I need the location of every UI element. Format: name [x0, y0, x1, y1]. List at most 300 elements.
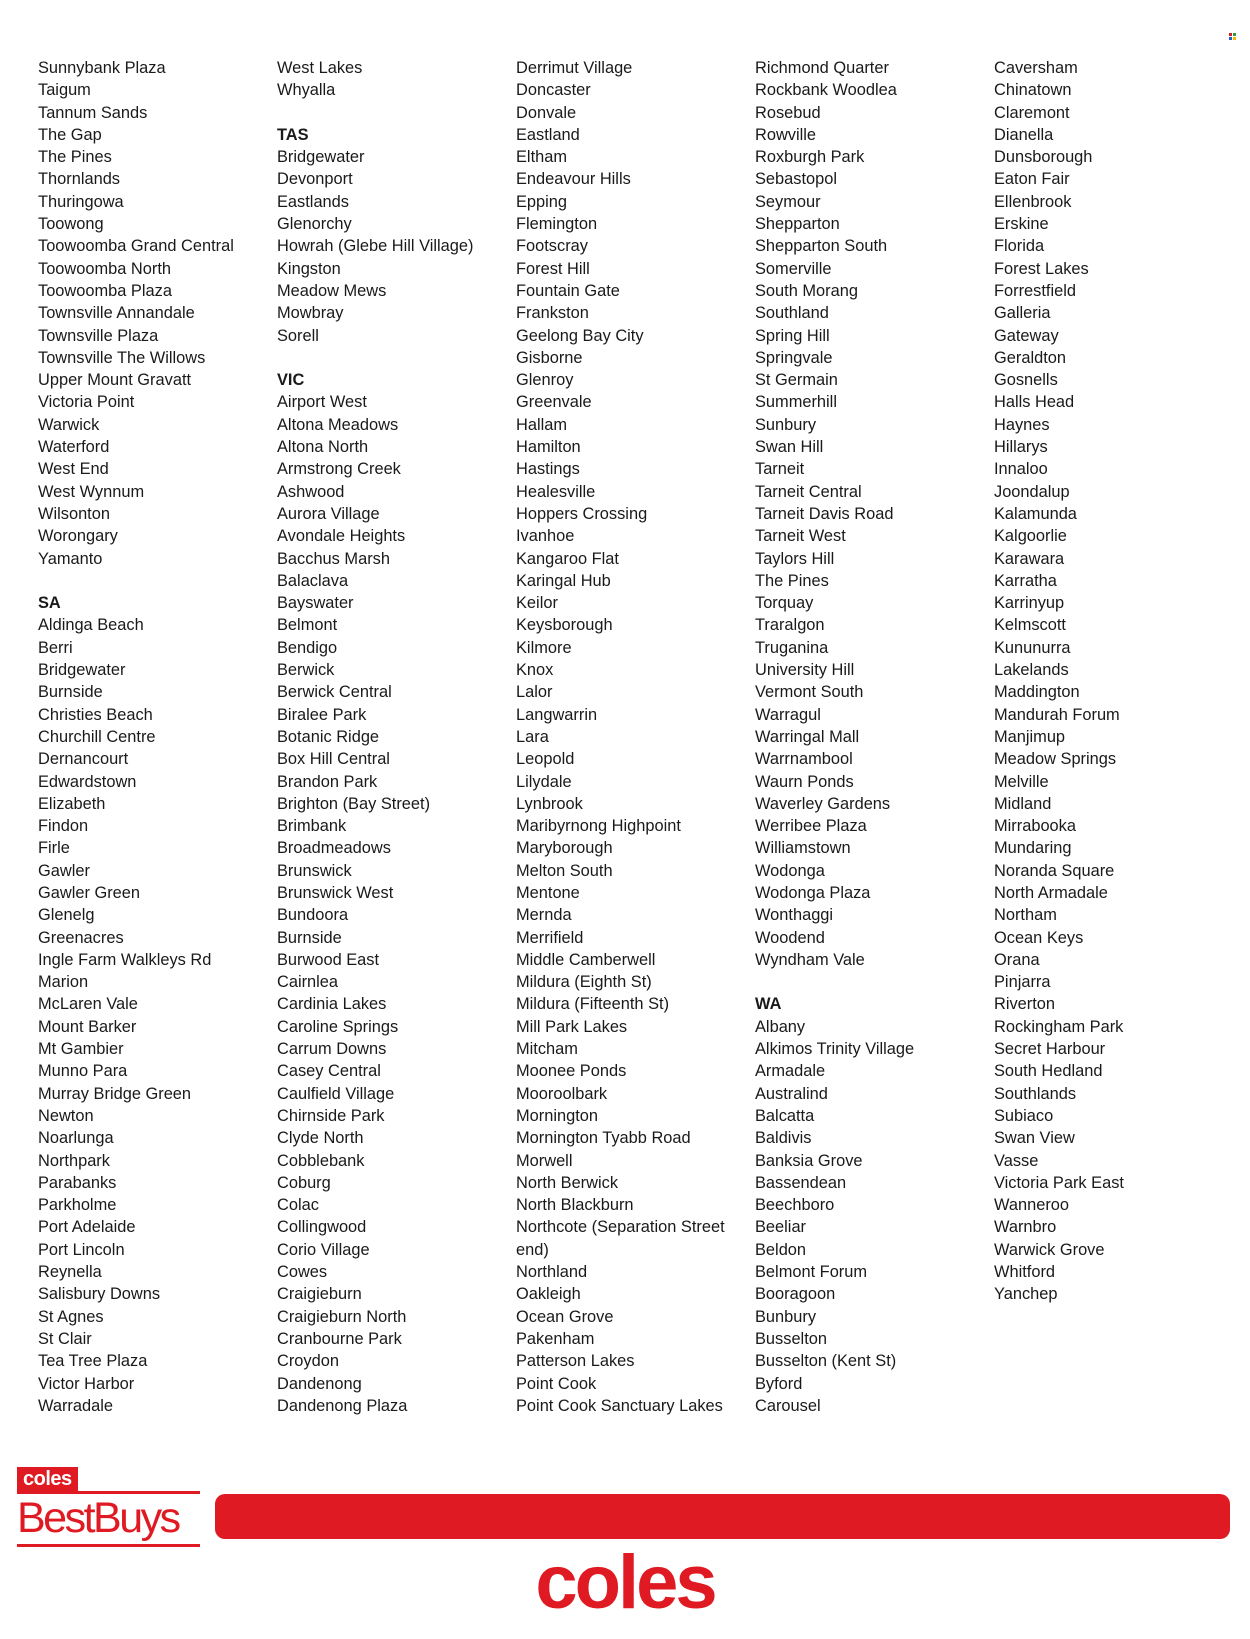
store-list-item: Mildura (Fifteenth St) — [516, 995, 670, 1014]
store-list-item: Claremont — [994, 103, 1070, 122]
store-list-item: Haynes — [994, 415, 1050, 434]
store-list-item: Waurn Ponds — [755, 772, 854, 791]
store-list-item: Shepparton South — [755, 237, 888, 256]
store-list-item: Rockingham Park — [994, 1017, 1124, 1036]
store-list-item: Beechboro — [755, 1196, 835, 1215]
state-heading: TAS — [277, 125, 309, 144]
store-list-item: Summerhill — [755, 393, 837, 412]
store-list-item: Wodonga Plaza — [755, 883, 871, 902]
store-list-item: Point Cook Sanctuary Lakes — [516, 1396, 723, 1415]
store-list-item: Mowbray — [277, 304, 344, 323]
store-list-item: Ashwood — [277, 482, 345, 501]
store-list-item: Halls Head — [994, 393, 1075, 412]
store-list-item: Southland — [755, 304, 829, 323]
store-list-item: Woodend — [755, 928, 825, 947]
store-list-item: Vermont South — [755, 683, 864, 702]
store-list-item: Avondale Heights — [277, 527, 406, 546]
store-list-item: Beldon — [755, 1240, 807, 1259]
store-list-item: Wodonga — [755, 861, 825, 880]
store-list-item: Hastings — [516, 460, 580, 479]
store-column-5 — [994, 57, 1230, 1306]
store-list-item: Kingston — [277, 259, 341, 278]
store-list-item: Eltham — [516, 148, 568, 167]
store-list-item: Toowong — [38, 215, 104, 234]
store-list-item: Karawara — [994, 549, 1065, 568]
store-list-item: Erskine — [994, 215, 1049, 234]
store-list-item: Port Lincoln — [38, 1240, 125, 1259]
store-list-item: Bridgewater — [277, 148, 365, 167]
store-list-item: Mount Barker — [38, 1017, 137, 1036]
store-list-item: The Pines — [38, 148, 112, 167]
store-list-item: Mandurah Forum — [994, 705, 1120, 724]
store-list-item: Eaton Fair — [994, 170, 1070, 189]
store-list-item: Merrifield — [516, 928, 584, 947]
store-list-item: Point Cook — [516, 1374, 597, 1393]
store-list-item: Kangaroo Flat — [516, 549, 619, 568]
store-list-item: Beeliar — [755, 1218, 807, 1237]
store-list-item: West Wynnum — [38, 482, 145, 501]
store-list-item: Berwick — [277, 661, 335, 680]
store-list-item: Mornington — [516, 1106, 599, 1125]
store-list-item: Karratha — [994, 571, 1057, 590]
store-list-item: Churchill Centre — [38, 727, 156, 746]
store-list-item: Yanchep — [994, 1285, 1058, 1304]
store-list-item: Alkimos Trinity Village — [755, 1040, 915, 1059]
store-list-item: North Blackburn — [516, 1196, 634, 1215]
store-list-item: Mill Park Lakes — [516, 1017, 628, 1036]
store-list-item: Northpark — [38, 1151, 110, 1170]
store-list-item: Altona North — [277, 438, 369, 457]
store-list-item: Ivanhoe — [516, 527, 575, 546]
store-list-item: Melton South — [516, 861, 613, 880]
store-list-item: Brighton (Bay Street) — [277, 794, 431, 813]
store-list-item: Lalor — [516, 683, 553, 702]
store-list-item: Noarlunga — [38, 1129, 114, 1148]
coles-logo: coles — [535, 1540, 715, 1625]
store-list-item: Worongary — [38, 527, 118, 546]
store-list-item: Forrestfield — [994, 281, 1076, 300]
store-list-item: Aldinga Beach — [38, 616, 144, 635]
store-list-item: Ocean Grove — [516, 1307, 614, 1326]
logo-tag-coles: coles — [17, 1467, 78, 1491]
store-list-item: Joondalup — [994, 482, 1070, 501]
store-list-item: Eastlands — [277, 192, 349, 211]
store-list-item: St Germain — [755, 371, 838, 390]
store-list-item: Midland — [994, 794, 1052, 813]
store-list-item: Somerville — [755, 259, 832, 278]
store-list-item: Geraldton — [994, 348, 1066, 367]
store-list-item: Greenacres — [38, 928, 124, 947]
store-list-item: Dandenong — [277, 1374, 362, 1393]
store-list-item: Tarneit West — [755, 527, 846, 546]
store-list-item: West End — [38, 460, 109, 479]
store-list-item: Melville — [994, 772, 1049, 791]
store-list-item: Cairnlea — [277, 973, 339, 992]
store-list-item: Australind — [755, 1084, 828, 1103]
store-list-item: Toowoomba Plaza — [38, 281, 172, 300]
store-list-item: Chinatown — [994, 81, 1072, 100]
store-list-item: Roxburgh Park — [755, 148, 865, 167]
store-list-item: Reynella — [38, 1263, 102, 1282]
store-list-item: Richmond Quarter — [755, 59, 889, 77]
coles-bestbuys-logo — [17, 1467, 200, 1547]
store-list-item: Gisborne — [516, 348, 583, 367]
state-heading: SA — [38, 594, 61, 613]
store-list-item: Colac — [277, 1196, 319, 1215]
store-list-item: Glenroy — [516, 371, 574, 390]
store-list-item: South Hedland — [994, 1062, 1103, 1081]
store-list-item: Langwarrin — [516, 705, 598, 724]
store-list-item: Knox — [516, 661, 554, 680]
store-list-item: Fountain Gate — [516, 281, 620, 300]
store-list-item: Dernancourt — [38, 750, 129, 769]
list-spacer — [277, 347, 513, 369]
store-list-item: Parabanks — [38, 1173, 117, 1192]
store-list-item: Berwick Central — [277, 683, 392, 702]
store-list-item: Northam — [994, 906, 1057, 925]
store-list-item: Meadow Springs — [994, 750, 1117, 769]
store-list-item: Warnbro — [994, 1218, 1057, 1237]
store-list-item: Eastland — [516, 125, 580, 144]
list-spacer — [38, 570, 274, 592]
store-list-item: Flemington — [516, 215, 598, 234]
store-list-item: Healesville — [516, 482, 596, 501]
store-list-item: Toowoomba North — [38, 259, 172, 278]
store-list-item: Ellenbrook — [994, 192, 1072, 211]
state-heading: WA — [755, 995, 782, 1014]
store-list-item: Endeavour Hills — [516, 170, 631, 189]
store-list-item: Mundaring — [994, 839, 1072, 858]
store-list-item: Spring Hill — [755, 326, 830, 345]
store-list-item: Warringal Mall — [755, 727, 860, 746]
store-list-item: Booragoon — [755, 1285, 836, 1304]
store-list-item: Kalgoorlie — [994, 527, 1067, 546]
store-list-item: Moonee Ponds — [516, 1062, 627, 1081]
store-list-item: Derrimut Village — [516, 59, 633, 77]
store-list-item: Murray Bridge Green — [38, 1084, 192, 1103]
store-list-item: Bendigo — [277, 638, 338, 657]
store-list-item: Brunswick West — [277, 883, 394, 902]
store-list-item: Forest Hill — [516, 259, 590, 278]
store-list-item: Victoria Point — [38, 393, 135, 412]
store-list-item: Bassendean — [755, 1173, 847, 1192]
store-list-item: Brandon Park — [277, 772, 378, 791]
store-list-item: Caversham — [994, 59, 1078, 77]
store-list-item: Brunswick — [277, 861, 352, 880]
store-list-item: Dandenong Plaza — [277, 1396, 408, 1415]
store-column-4 — [755, 57, 991, 1417]
store-list-item: Lynbrook — [516, 794, 583, 813]
store-list-item: Traralgon — [755, 616, 825, 635]
store-list-item: Gawler Green — [38, 883, 141, 902]
store-list-item: Mitcham — [516, 1040, 578, 1059]
store-list-item: Altona Meadows — [277, 415, 399, 434]
store-list-item: West Lakes — [277, 59, 363, 77]
store-list-item: Wyndham Vale — [755, 950, 865, 969]
store-list-item: Botanic Ridge — [277, 727, 380, 746]
store-list-item: Noranda Square — [994, 861, 1115, 880]
store-list-item: Southlands — [994, 1084, 1077, 1103]
logo-bestbuys-text: BestBuys — [17, 1494, 179, 1542]
store-list-item: Bundoora — [277, 906, 349, 925]
store-list-item: Kilmore — [516, 638, 572, 657]
store-list-item: Newton — [38, 1106, 94, 1125]
store-list-item: Gateway — [994, 326, 1059, 345]
store-list-item: Doncaster — [516, 81, 591, 100]
store-list-item: Thuringowa — [38, 192, 124, 211]
store-list-item: Mentone — [516, 883, 580, 902]
store-list-item: Bunbury — [755, 1307, 817, 1326]
store-list-item: Upper Mount Gravatt — [38, 371, 192, 390]
store-list-item: Lilydale — [516, 772, 572, 791]
store-list-item: Lakelands — [994, 661, 1069, 680]
store-list-item: Warragul — [755, 705, 821, 724]
store-list-item: Hallam — [516, 415, 568, 434]
store-list-item: Port Adelaide — [38, 1218, 136, 1237]
store-list-item: North Armadale — [994, 883, 1108, 902]
store-list-item: Springvale — [755, 348, 833, 367]
store-list-item: Galleria — [994, 304, 1051, 323]
store-list-item: Truganina — [755, 638, 829, 657]
store-list-item: Williamstown — [755, 839, 851, 858]
store-list-item: Corio Village — [277, 1240, 370, 1259]
store-list-item: Parkholme — [38, 1196, 117, 1215]
store-list-item: Warradale — [38, 1396, 113, 1415]
store-list-item: Subiaco — [994, 1106, 1054, 1125]
store-list-item: Maddington — [994, 683, 1080, 702]
store-list-item: Tarneit — [755, 460, 805, 479]
store-list-item: Warrnambool — [755, 750, 853, 769]
store-list-item: Sunnybank Plaza — [38, 59, 166, 77]
store-list-item: Innaloo — [994, 460, 1048, 479]
store-list-item: Dunsborough — [994, 148, 1093, 167]
store-list-item: St Clair — [38, 1329, 92, 1348]
store-column-3 — [516, 57, 752, 1417]
store-list-item: Toowoomba Grand Central — [38, 237, 234, 256]
store-list-item: Devonport — [277, 170, 353, 189]
store-list-item: Caroline Springs — [277, 1017, 399, 1036]
store-list-item: Caulfield Village — [277, 1084, 395, 1103]
store-list-item: Hillarys — [994, 438, 1048, 457]
store-list-item: Taylors Hill — [755, 549, 835, 568]
store-list-item: Mildura (Eighth St) — [516, 973, 652, 992]
store-list-item: Seymour — [755, 192, 821, 211]
store-list-item: Vasse — [994, 1151, 1039, 1170]
store-list-item: South Morang — [755, 281, 858, 300]
store-list-item: Gawler — [38, 861, 90, 880]
store-list-item: Elizabeth — [38, 794, 106, 813]
store-list-item: end) — [516, 1240, 549, 1259]
store-list-item: Maryborough — [516, 839, 613, 858]
store-list-item: Sebastopol — [755, 170, 838, 189]
store-list-item: Bridgewater — [38, 661, 126, 680]
store-list-item: Townsville Annandale — [38, 304, 195, 323]
store-list-item: Riverton — [994, 995, 1056, 1014]
store-list-item: Casey Central — [277, 1062, 381, 1081]
store-list-item: Whyalla — [277, 81, 336, 100]
store-list-item: Airport West — [277, 393, 367, 412]
store-list-item: Mornington Tyabb Road — [516, 1129, 691, 1148]
store-list-item: Cowes — [277, 1263, 328, 1282]
store-list-item: Byford — [755, 1374, 803, 1393]
store-list-item: Swan Hill — [755, 438, 824, 457]
store-list-item: The Gap — [38, 125, 102, 144]
store-list-item: Coburg — [277, 1173, 331, 1192]
store-list-item: Christies Beach — [38, 705, 153, 724]
store-list-item: Warwick Grove — [994, 1240, 1105, 1259]
store-list-item: Rowville — [755, 125, 817, 144]
store-list-item: Morwell — [516, 1151, 573, 1170]
store-list-item: Glenorchy — [277, 215, 352, 234]
store-list-item: Rosebud — [755, 103, 821, 122]
corner-color-mark-icon — [1229, 33, 1236, 40]
store-list-item: Busselton (Kent St) — [755, 1352, 897, 1371]
store-list-item: Munno Para — [38, 1062, 128, 1081]
store-list-item: Leopold — [516, 750, 575, 769]
store-list-item: Carrum Downs — [277, 1040, 387, 1059]
store-list-item: Box Hill Central — [277, 750, 390, 769]
store-list-item: Donvale — [516, 103, 577, 122]
store-list-item: Geelong Bay City — [516, 326, 644, 345]
store-list-item: North Berwick — [516, 1173, 619, 1192]
store-list-item: Victoria Park East — [994, 1173, 1124, 1192]
red-banner-bar — [215, 1494, 1230, 1539]
store-list-item: Collingwood — [277, 1218, 367, 1237]
store-list-item: Kununurra — [994, 638, 1071, 657]
store-list-item: Cobblebank — [277, 1151, 365, 1170]
store-list-item: Ingle Farm Walkleys Rd — [38, 950, 212, 969]
store-list-item: Wilsonton — [38, 504, 110, 523]
store-list-item: Rockbank Woodlea — [755, 81, 897, 100]
store-list-item: The Pines — [755, 571, 829, 590]
store-list-item: Cardinia Lakes — [277, 995, 387, 1014]
store-list-item: McLaren Vale — [38, 995, 138, 1014]
store-list-item: Keilor — [516, 594, 558, 613]
store-list-item: Shepparton — [755, 215, 840, 234]
store-list-item: Townsville Plaza — [38, 326, 159, 345]
store-column-1 — [38, 57, 274, 1417]
store-list-item: Karingal Hub — [516, 571, 611, 590]
store-list-item: Northcote (Separation Street — [516, 1218, 725, 1237]
store-list-item: Dianella — [994, 125, 1054, 144]
store-list-item: Torquay — [755, 594, 814, 613]
store-list-item: Epping — [516, 192, 568, 211]
store-list-item: Belmont Forum — [755, 1263, 868, 1282]
store-list-item: Whitford — [994, 1263, 1056, 1282]
store-list-item: Glenelg — [38, 906, 95, 925]
store-list-item: Florida — [994, 237, 1045, 256]
store-list-item: Yamanto — [38, 549, 103, 568]
store-list-item: Aurora Village — [277, 504, 380, 523]
store-list-item: Hoppers Crossing — [516, 504, 648, 523]
store-list-item: Waverley Gardens — [755, 794, 891, 813]
store-list — [38, 57, 1228, 1417]
store-list-item: Cranbourne Park — [277, 1329, 402, 1348]
store-list-item: Howrah (Glebe Hill Village) — [277, 237, 474, 256]
store-list-item: Clyde North — [277, 1129, 364, 1148]
store-list-item: Waterford — [38, 438, 110, 457]
store-list-item: Tannum Sands — [38, 103, 148, 122]
store-list-item: Mernda — [516, 906, 572, 925]
store-list-item: Salisbury Downs — [38, 1285, 161, 1304]
store-list-item: Meadow Mews — [277, 281, 387, 300]
store-list-item: Wonthaggi — [755, 906, 834, 925]
store-list-item: Broadmeadows — [277, 839, 391, 858]
store-list-item: Edwardstown — [38, 772, 137, 791]
store-list-item: Manjimup — [994, 727, 1066, 746]
store-list-item: Taigum — [38, 81, 91, 100]
store-list-item: Werribee Plaza — [755, 817, 867, 836]
state-heading: VIC — [277, 371, 305, 390]
store-list-item: University Hill — [755, 661, 855, 680]
store-list-item: Brimbank — [277, 817, 347, 836]
store-list-item: Berri — [38, 638, 73, 657]
store-list-item: Kalamunda — [994, 504, 1077, 523]
store-list-item: Wanneroo — [994, 1196, 1070, 1215]
store-list-item: Northland — [516, 1263, 588, 1282]
store-list-item: Pinjarra — [994, 973, 1051, 992]
store-list-item: Middle Camberwell — [516, 950, 656, 969]
list-spacer — [755, 971, 991, 993]
store-list-item: Maribyrnong Highpoint — [516, 817, 681, 836]
store-list-item: Firle — [38, 839, 70, 858]
store-list-item: Hamilton — [516, 438, 581, 457]
store-list-item: Craigieburn — [277, 1285, 362, 1304]
store-list-item: Frankston — [516, 304, 589, 323]
store-list-item: Thornlands — [38, 170, 121, 189]
store-list-item: Sorell — [277, 326, 319, 345]
store-list-item: Findon — [38, 817, 89, 836]
store-list-item: Forest Lakes — [994, 259, 1089, 278]
store-list-item: Croydon — [277, 1352, 339, 1371]
store-list-item: Armstrong Creek — [277, 460, 401, 479]
store-list-item: Footscray — [516, 237, 588, 256]
store-list-item: Armadale — [755, 1062, 826, 1081]
store-list-item: Warwick — [38, 415, 100, 434]
store-list-item: Banksia Grove — [755, 1151, 863, 1170]
store-list-item: Kelmscott — [994, 616, 1066, 635]
store-list-item: Lara — [516, 727, 549, 746]
store-list-item: Karrinyup — [994, 594, 1065, 613]
store-list-item: Pakenham — [516, 1329, 595, 1348]
store-list-item: Tea Tree Plaza — [38, 1352, 148, 1371]
store-list-item: Sunbury — [755, 415, 817, 434]
store-list-item: Greenvale — [516, 393, 592, 412]
store-list-item: St Agnes — [38, 1307, 104, 1326]
store-list-item: Patterson Lakes — [516, 1352, 635, 1371]
store-list-item: Balcatta — [755, 1106, 815, 1125]
store-list-item: Chirnside Park — [277, 1106, 385, 1125]
store-list-item: Craigieburn North — [277, 1307, 407, 1326]
store-list-item: Secret Harbour — [994, 1040, 1106, 1059]
store-list-item: Tarneit Central — [755, 482, 862, 501]
store-list-item: Belmont — [277, 616, 338, 635]
store-column-2 — [277, 57, 513, 1417]
store-list-item: Orana — [994, 950, 1040, 969]
store-list-item: Albany — [755, 1017, 806, 1036]
list-spacer — [277, 102, 513, 124]
store-list-item: Bayswater — [277, 594, 354, 613]
store-list-item: Tarneit Davis Road — [755, 504, 894, 523]
store-list-item: Swan View — [994, 1129, 1075, 1148]
store-list-item: Mirrabooka — [994, 817, 1076, 836]
store-list-item: Mooroolbark — [516, 1084, 608, 1103]
store-list-item: Mt Gambier — [38, 1040, 124, 1059]
store-list-item: Townsville The Willows — [38, 348, 206, 367]
store-list-item: Burnside — [38, 683, 103, 702]
store-list-item: Oakleigh — [516, 1285, 581, 1304]
store-list-item: Burwood East — [277, 950, 380, 969]
